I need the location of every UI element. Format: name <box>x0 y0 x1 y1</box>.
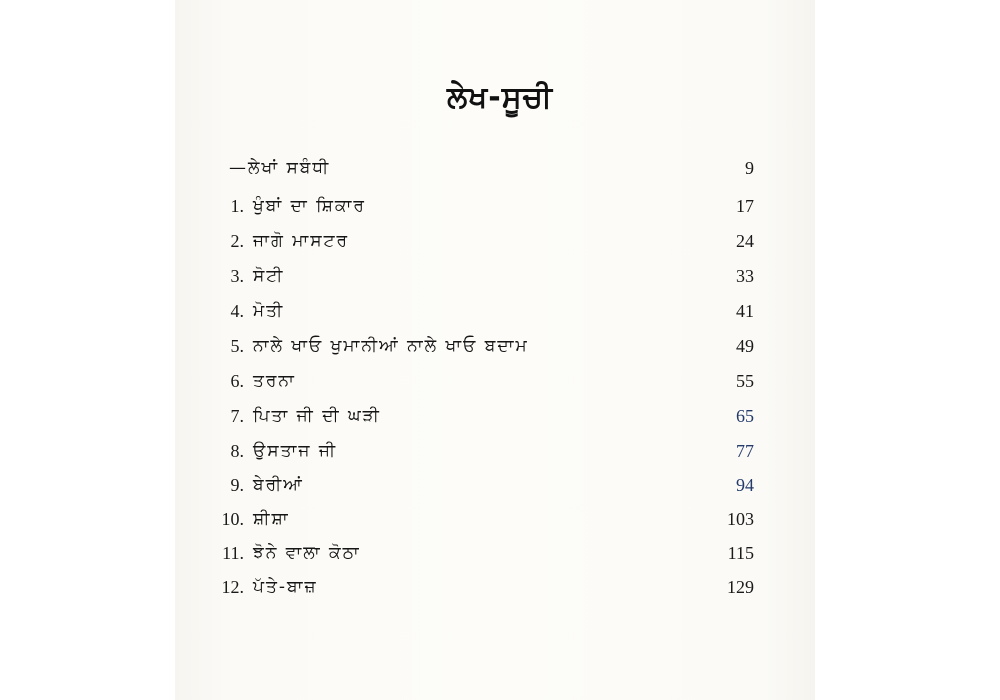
entry-number: 11. <box>222 543 244 563</box>
toc-entry <box>0 294 1000 328</box>
entry-page-number: 55 <box>736 371 754 391</box>
entry-page-number: 103 <box>727 509 754 529</box>
entry-page-number: 49 <box>736 336 754 356</box>
entry-number: 2. <box>230 231 244 251</box>
entry-number: 4. <box>230 301 244 321</box>
entry-title: ਉਸਤਾਜ ਜੀ <box>253 441 338 461</box>
entry-number: 9. <box>230 475 244 495</box>
entry-number: 12. <box>221 577 244 597</box>
entry-number: 8. <box>230 441 244 461</box>
toc-entry <box>0 536 1000 570</box>
entry-title: ਸੋਟੀ <box>253 266 285 286</box>
entry-page-number: 17 <box>736 196 754 216</box>
entry-page-number: 77 <box>736 441 754 461</box>
toc-entry <box>0 502 1000 536</box>
entry-title: —ਲੇਖਾਂ ਸਬੰਧੀ <box>229 158 331 178</box>
entry-page-number: 94 <box>736 475 754 495</box>
toc-entry <box>0 468 1000 502</box>
entry-page-number: 129 <box>727 577 754 597</box>
entry-page-number: 9 <box>745 158 754 178</box>
entry-number: 7. <box>230 406 244 426</box>
entry-title: ਜਾਗੋ ਮਾਸਟਰ <box>253 231 350 251</box>
page-title: ਲੇਖ-ਸੂਚੀ <box>447 80 553 115</box>
entry-page-number: 24 <box>736 231 754 251</box>
entry-number: 6. <box>230 371 244 391</box>
toc-entry <box>0 570 1000 604</box>
entry-title: ਪੱਤੇ-ਬਾਜ਼ <box>253 577 318 597</box>
entry-number: 1. <box>230 196 244 216</box>
entry-page-number: 33 <box>736 266 754 286</box>
toc-entry <box>0 224 1000 258</box>
toc-entry <box>0 189 1000 223</box>
entry-page-number: 65 <box>736 406 754 426</box>
entry-number: 5. <box>230 336 244 356</box>
toc-entry <box>0 329 1000 363</box>
entry-title: ਝੋਨੇ ਵਾਲਾ ਕੋਠਾ <box>253 543 361 563</box>
toc-entry <box>0 259 1000 293</box>
entry-page-number: 115 <box>727 543 754 563</box>
entry-title: ਤਰਨਾ <box>253 371 296 391</box>
entry-title: ਖੁੰਬਾਂ ਦਾ ਸ਼ਿਕਾਰ <box>253 196 366 216</box>
entry-number: 10. <box>221 509 244 529</box>
entry-title: ਨਾਲੇ ਖਾਓ ਖੁਮਾਨੀਆਂ ਨਾਲੇ ਖਾਓ ਬਦਾਮ <box>253 336 529 356</box>
toc-entry <box>0 399 1000 433</box>
entry-title: ਪਿਤਾ ਜੀ ਦੀ ਘੜੀ <box>253 406 381 426</box>
entry-number: 3. <box>230 266 244 286</box>
toc-entry <box>0 364 1000 398</box>
entry-title: ਸ਼ੀਸ਼ਾ <box>253 509 290 529</box>
toc-entry-intro <box>0 151 1000 185</box>
entry-title: ਬੇਰੀਆਂ <box>253 475 304 495</box>
entry-title: ਮੋਤੀ <box>253 301 285 321</box>
toc-entry <box>0 434 1000 468</box>
entry-page-number: 41 <box>736 301 754 321</box>
